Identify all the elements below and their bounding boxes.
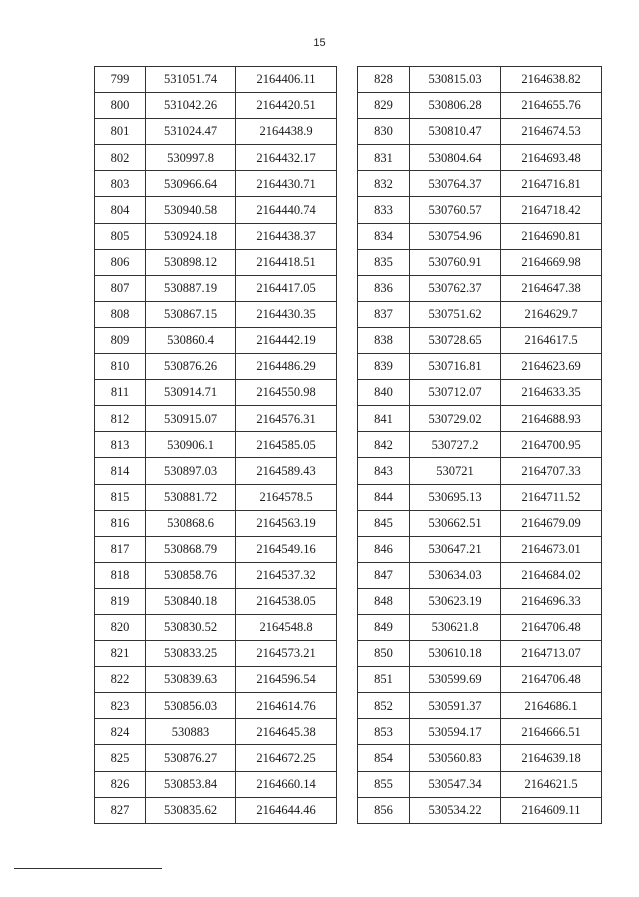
y-coordinate-cell: 2164666.51 [501, 719, 602, 745]
table-row [358, 797, 602, 823]
y-coordinate-cell: 2164549.16 [236, 536, 337, 562]
x-coordinate-cell: 530997.8 [146, 145, 236, 171]
x-coordinate-cell: 530856.03 [146, 693, 236, 719]
y-coordinate-cell: 2164563.19 [236, 510, 337, 536]
x-coordinate-cell: 530599.69 [410, 667, 501, 693]
point-number-cell: 821 [95, 641, 146, 667]
y-coordinate-cell: 2164430.35 [236, 301, 337, 327]
x-coordinate-cell: 530804.64 [410, 145, 501, 171]
x-coordinate-cell: 530591.37 [410, 693, 501, 719]
point-number-cell: 844 [358, 484, 410, 510]
y-coordinate-cell: 2164639.18 [501, 745, 602, 771]
point-number-cell: 815 [95, 484, 146, 510]
table-row [358, 197, 602, 223]
point-number-cell: 843 [358, 458, 410, 484]
point-number-cell: 804 [95, 197, 146, 223]
y-coordinate-cell: 2164633.35 [501, 380, 602, 406]
point-number-cell: 811 [95, 380, 146, 406]
table-row [358, 301, 602, 327]
table-row [95, 301, 337, 327]
y-coordinate-cell: 2164693.48 [501, 145, 602, 171]
table-row [95, 354, 337, 380]
y-coordinate-cell: 2164609.11 [501, 797, 602, 823]
point-number-cell: 816 [95, 510, 146, 536]
x-coordinate-cell: 530695.13 [410, 484, 501, 510]
y-coordinate-cell: 2164655.76 [501, 93, 602, 119]
point-number-cell: 837 [358, 301, 410, 327]
table-row [358, 223, 602, 249]
table-row [95, 119, 337, 145]
table-row [95, 588, 337, 614]
point-number-cell: 854 [358, 745, 410, 771]
table-row [358, 93, 602, 119]
point-number-cell: 835 [358, 249, 410, 275]
x-coordinate-cell: 531042.26 [146, 93, 236, 119]
y-coordinate-cell: 2164576.31 [236, 406, 337, 432]
table-row [358, 380, 602, 406]
table-row [95, 719, 337, 745]
y-coordinate-cell: 2164706.48 [501, 614, 602, 640]
point-number-cell: 851 [358, 667, 410, 693]
y-coordinate-cell: 2164596.54 [236, 667, 337, 693]
x-coordinate-cell: 530764.37 [410, 171, 501, 197]
x-coordinate-cell: 530876.27 [146, 745, 236, 771]
y-coordinate-cell: 2164578.5 [236, 484, 337, 510]
table-row [358, 432, 602, 458]
point-number-cell: 856 [358, 797, 410, 823]
point-number-cell: 839 [358, 354, 410, 380]
x-coordinate-cell: 530610.18 [410, 641, 501, 667]
table-row [95, 275, 337, 301]
table-row [95, 223, 337, 249]
y-coordinate-cell: 2164688.93 [501, 406, 602, 432]
x-coordinate-cell: 530810.47 [410, 119, 501, 145]
point-number-cell: 838 [358, 327, 410, 353]
y-coordinate-cell: 2164538.05 [236, 588, 337, 614]
table-row [95, 197, 337, 223]
y-coordinate-cell: 2164438.37 [236, 223, 337, 249]
table-row [358, 171, 602, 197]
point-number-cell: 801 [95, 119, 146, 145]
coordinates-table-right-body [358, 67, 602, 824]
table-row [95, 536, 337, 562]
table-row [358, 458, 602, 484]
y-coordinate-cell: 2164647.38 [501, 275, 602, 301]
y-coordinate-cell: 2164673.01 [501, 536, 602, 562]
coordinates-table-left [94, 66, 337, 824]
point-number-cell: 820 [95, 614, 146, 640]
x-coordinate-cell: 530868.79 [146, 536, 236, 562]
y-coordinate-cell: 2164696.33 [501, 588, 602, 614]
table-row [358, 484, 602, 510]
table-row [358, 249, 602, 275]
coordinates-table-right [357, 66, 602, 824]
x-coordinate-cell: 530867.15 [146, 301, 236, 327]
point-number-cell: 845 [358, 510, 410, 536]
y-coordinate-cell: 2164660.14 [236, 771, 337, 797]
point-number-cell: 803 [95, 171, 146, 197]
table-row [95, 562, 337, 588]
point-number-cell: 814 [95, 458, 146, 484]
x-coordinate-cell: 530858.76 [146, 562, 236, 588]
y-coordinate-cell: 2164684.02 [501, 562, 602, 588]
table-row [95, 458, 337, 484]
table-row [358, 588, 602, 614]
table-row [95, 93, 337, 119]
table-row [358, 693, 602, 719]
y-coordinate-cell: 2164686.1 [501, 693, 602, 719]
x-coordinate-cell: 530860.4 [146, 327, 236, 353]
point-number-cell: 812 [95, 406, 146, 432]
x-coordinate-cell: 530762.37 [410, 275, 501, 301]
point-number-cell: 799 [95, 67, 146, 93]
point-number-cell: 824 [95, 719, 146, 745]
point-number-cell: 849 [358, 614, 410, 640]
point-number-cell: 847 [358, 562, 410, 588]
x-coordinate-cell: 530840.18 [146, 588, 236, 614]
point-number-cell: 840 [358, 380, 410, 406]
x-coordinate-cell: 530966.64 [146, 171, 236, 197]
x-coordinate-cell: 530833.25 [146, 641, 236, 667]
x-coordinate-cell: 531024.47 [146, 119, 236, 145]
y-coordinate-cell: 2164638.82 [501, 67, 602, 93]
y-coordinate-cell: 2164418.51 [236, 249, 337, 275]
point-number-cell: 808 [95, 301, 146, 327]
x-coordinate-cell: 530881.72 [146, 484, 236, 510]
x-coordinate-cell: 530815.03 [410, 67, 501, 93]
point-number-cell: 853 [358, 719, 410, 745]
table-row [95, 771, 337, 797]
table-row [358, 562, 602, 588]
table-row [358, 119, 602, 145]
table-row [95, 432, 337, 458]
table-row [95, 249, 337, 275]
x-coordinate-cell: 530883 [146, 719, 236, 745]
y-coordinate-cell: 2164617.5 [501, 327, 602, 353]
x-coordinate-cell: 530729.02 [410, 406, 501, 432]
y-coordinate-cell: 2164486.29 [236, 354, 337, 380]
point-number-cell: 829 [358, 93, 410, 119]
y-coordinate-cell: 2164645.38 [236, 719, 337, 745]
table-row [95, 745, 337, 771]
table-row [358, 510, 602, 536]
footnote-divider [14, 868, 162, 869]
x-coordinate-cell: 530806.28 [410, 93, 501, 119]
table-row [95, 145, 337, 171]
table-row [358, 667, 602, 693]
table-row [358, 354, 602, 380]
point-number-cell: 806 [95, 249, 146, 275]
table-row [95, 406, 337, 432]
y-coordinate-cell: 2164679.09 [501, 510, 602, 536]
y-coordinate-cell: 2164713.07 [501, 641, 602, 667]
y-coordinate-cell: 2164406.11 [236, 67, 337, 93]
y-coordinate-cell: 2164417.05 [236, 275, 337, 301]
table-row [95, 797, 337, 823]
y-coordinate-cell: 2164707.33 [501, 458, 602, 484]
point-number-cell: 833 [358, 197, 410, 223]
table-row [358, 406, 602, 432]
y-coordinate-cell: 2164432.17 [236, 145, 337, 171]
point-number-cell: 836 [358, 275, 410, 301]
x-coordinate-cell: 530727.2 [410, 432, 501, 458]
x-coordinate-cell: 530906.1 [146, 432, 236, 458]
y-coordinate-cell: 2164440.74 [236, 197, 337, 223]
table-row [358, 745, 602, 771]
point-number-cell: 819 [95, 588, 146, 614]
table-row [95, 67, 337, 93]
point-number-cell: 830 [358, 119, 410, 145]
point-number-cell: 841 [358, 406, 410, 432]
x-coordinate-cell: 530835.62 [146, 797, 236, 823]
y-coordinate-cell: 2164623.69 [501, 354, 602, 380]
x-coordinate-cell: 530876.26 [146, 354, 236, 380]
x-coordinate-cell: 530830.52 [146, 614, 236, 640]
x-coordinate-cell: 530560.83 [410, 745, 501, 771]
table-row [358, 614, 602, 640]
y-coordinate-cell: 2164700.95 [501, 432, 602, 458]
point-number-cell: 823 [95, 693, 146, 719]
point-number-cell: 810 [95, 354, 146, 380]
point-number-cell: 826 [95, 771, 146, 797]
x-coordinate-cell: 530924.18 [146, 223, 236, 249]
y-coordinate-cell: 2164674.53 [501, 119, 602, 145]
y-coordinate-cell: 2164589.43 [236, 458, 337, 484]
table-row [358, 67, 602, 93]
point-number-cell: 807 [95, 275, 146, 301]
y-coordinate-cell: 2164585.05 [236, 432, 337, 458]
y-coordinate-cell: 2164718.42 [501, 197, 602, 223]
table-row [95, 614, 337, 640]
point-number-cell: 850 [358, 641, 410, 667]
table-row [95, 380, 337, 406]
x-coordinate-cell: 530662.51 [410, 510, 501, 536]
point-number-cell: 852 [358, 693, 410, 719]
point-number-cell: 827 [95, 797, 146, 823]
table-row [358, 327, 602, 353]
table-row [358, 771, 602, 797]
x-coordinate-cell: 530712.07 [410, 380, 501, 406]
page-number: 15 [313, 37, 326, 49]
x-coordinate-cell: 530754.96 [410, 223, 501, 249]
y-coordinate-cell: 2164550.98 [236, 380, 337, 406]
point-number-cell: 834 [358, 223, 410, 249]
y-coordinate-cell: 2164438.9 [236, 119, 337, 145]
y-coordinate-cell: 2164573.21 [236, 641, 337, 667]
x-coordinate-cell: 530853.84 [146, 771, 236, 797]
point-number-cell: 818 [95, 562, 146, 588]
y-coordinate-cell: 2164621.5 [501, 771, 602, 797]
y-coordinate-cell: 2164548.8 [236, 614, 337, 640]
y-coordinate-cell: 2164537.32 [236, 562, 337, 588]
point-number-cell: 800 [95, 93, 146, 119]
point-number-cell: 846 [358, 536, 410, 562]
coordinates-table-left-body [95, 67, 337, 824]
y-coordinate-cell: 2164711.52 [501, 484, 602, 510]
x-coordinate-cell: 530839.63 [146, 667, 236, 693]
table-row [95, 327, 337, 353]
table-row [358, 641, 602, 667]
y-coordinate-cell: 2164690.81 [501, 223, 602, 249]
y-coordinate-cell: 2164614.76 [236, 693, 337, 719]
table-row [358, 275, 602, 301]
point-number-cell: 809 [95, 327, 146, 353]
x-coordinate-cell: 530897.03 [146, 458, 236, 484]
point-number-cell: 813 [95, 432, 146, 458]
x-coordinate-cell: 530751.62 [410, 301, 501, 327]
y-coordinate-cell: 2164430.71 [236, 171, 337, 197]
x-coordinate-cell: 530534.22 [410, 797, 501, 823]
table-row [95, 667, 337, 693]
x-coordinate-cell: 530716.81 [410, 354, 501, 380]
point-number-cell: 817 [95, 536, 146, 562]
table-row [95, 510, 337, 536]
y-coordinate-cell: 2164420.51 [236, 93, 337, 119]
x-coordinate-cell: 530887.19 [146, 275, 236, 301]
table-row [358, 719, 602, 745]
x-coordinate-cell: 530623.19 [410, 588, 501, 614]
point-number-cell: 822 [95, 667, 146, 693]
x-coordinate-cell: 530647.21 [410, 536, 501, 562]
y-coordinate-cell: 2164706.48 [501, 667, 602, 693]
point-number-cell: 802 [95, 145, 146, 171]
point-number-cell: 805 [95, 223, 146, 249]
x-coordinate-cell: 530547.34 [410, 771, 501, 797]
table-row [95, 693, 337, 719]
y-coordinate-cell: 2164669.98 [501, 249, 602, 275]
x-coordinate-cell: 530760.57 [410, 197, 501, 223]
table-row [95, 171, 337, 197]
y-coordinate-cell: 2164716.81 [501, 171, 602, 197]
y-coordinate-cell: 2164442.19 [236, 327, 337, 353]
x-coordinate-cell: 530868.6 [146, 510, 236, 536]
point-number-cell: 828 [358, 67, 410, 93]
x-coordinate-cell: 530728.65 [410, 327, 501, 353]
y-coordinate-cell: 2164644.46 [236, 797, 337, 823]
y-coordinate-cell: 2164629.7 [501, 301, 602, 327]
y-coordinate-cell: 2164672.25 [236, 745, 337, 771]
x-coordinate-cell: 530915.07 [146, 406, 236, 432]
table-row [95, 484, 337, 510]
point-number-cell: 842 [358, 432, 410, 458]
table-row [358, 536, 602, 562]
x-coordinate-cell: 531051.74 [146, 67, 236, 93]
x-coordinate-cell: 530940.58 [146, 197, 236, 223]
x-coordinate-cell: 530898.12 [146, 249, 236, 275]
x-coordinate-cell: 530760.91 [410, 249, 501, 275]
point-number-cell: 825 [95, 745, 146, 771]
point-number-cell: 855 [358, 771, 410, 797]
point-number-cell: 848 [358, 588, 410, 614]
x-coordinate-cell: 530594.17 [410, 719, 501, 745]
table-row [358, 145, 602, 171]
x-coordinate-cell: 530721 [410, 458, 501, 484]
point-number-cell: 832 [358, 171, 410, 197]
x-coordinate-cell: 530621.8 [410, 614, 501, 640]
x-coordinate-cell: 530634.03 [410, 562, 501, 588]
point-number-cell: 831 [358, 145, 410, 171]
table-row [95, 641, 337, 667]
x-coordinate-cell: 530914.71 [146, 380, 236, 406]
